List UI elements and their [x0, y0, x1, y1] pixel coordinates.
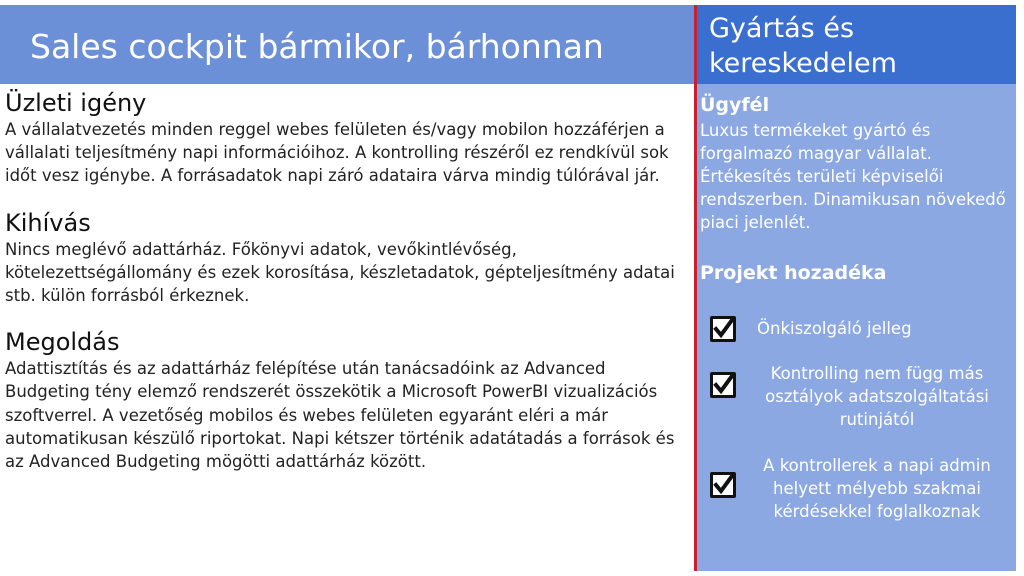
section-challenge [5, 208, 695, 308]
sidebar-header [697, 5, 1016, 84]
page-title: Sales cockpit bármikor, bárhonnan [30, 27, 604, 66]
benefit-text: Kontrolling nem függ más osztályok adatszolgáltatási rutinjától [765, 364, 989, 429]
section-solution [5, 327, 695, 473]
section-text: Nincs meglévő adattárház. Főkönyvi adatok, vevőkintlévőség, kötelezettségállomány és ezek korosítása, készletadatok, gépteljesítmény adatai stb. külön forrásból érkeznek. [5, 239, 675, 306]
benefits-heading: Projekt hozadéka [700, 262, 887, 284]
benefit-text: Önkiszolgáló jelleg [757, 319, 912, 338]
sidebar-body [697, 84, 1016, 285]
main-content [5, 88, 695, 493]
section-heading: Megoldás [5, 328, 120, 357]
section-text: A vállalatvezetés minden reggel webes felületen és/vagy mobilon hozzáférjen a vállalati teljesítmény napi információihoz. A kontrolling részéről ez rendkívül sok időt vesz igénybe. A forrásadatok napi záró adataira várva mindig túlórával jár. [5, 120, 669, 186]
checkbox-checked-icon [710, 316, 736, 342]
title-bar [0, 5, 694, 84]
section-text: Adattisztítás és az adattárház felépítése után tanácsadóink az Advanced Budgeting tény elemző rendszerét összekötik a Microsoft PowerBI vizualizációs szoftverrel. A vezetőség mobilos és webes felületen egyaránt eléri a már automatikusan készülő riportokat. Napi kétszer történik adatátadás a források és az Advanced Budgeting mögötti adattárház között. [5, 359, 675, 472]
section-heading: Kihívás [5, 208, 91, 237]
checkbox-checked-icon [710, 372, 736, 398]
section-business-need [5, 88, 695, 188]
section-heading: Üzleti igény [5, 89, 147, 117]
sidebar-title: Gyártás és kereskedelem [709, 13, 897, 79]
sidebar [697, 5, 1016, 571]
client-heading: Ügyfél [700, 94, 770, 116]
client-text: Luxus termékeket gyártó és forgalmazó magyar vállalat. Értékesítés területi képviselői rendszerben. Dinamikusan növekedő piaci jelenlét. [700, 121, 1006, 232]
benefit-text: A kontrollerek a napi admin helyett mélyebb szakmai kérdésekkel foglalkoznak [763, 456, 991, 521]
checkbox-checked-icon [710, 472, 736, 498]
